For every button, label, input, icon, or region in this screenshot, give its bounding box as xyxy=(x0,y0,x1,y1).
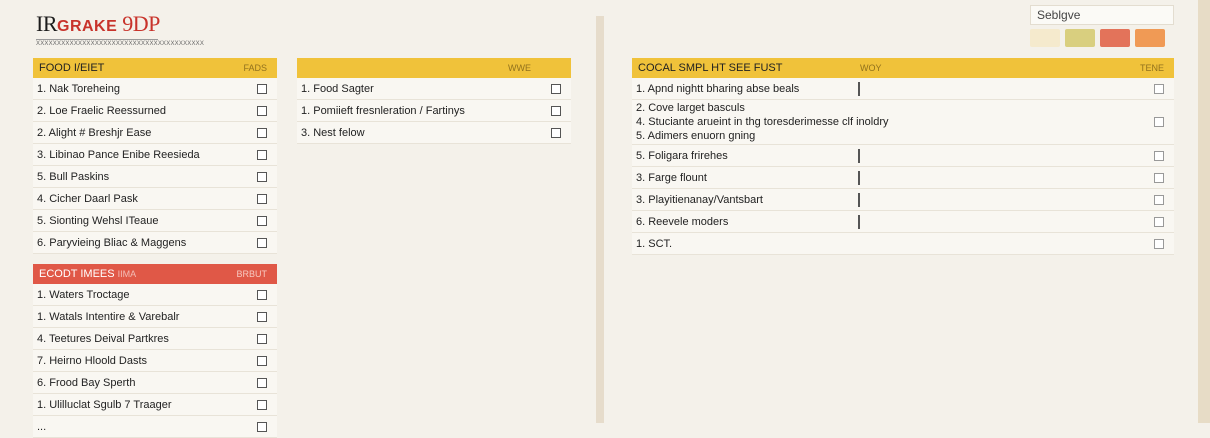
panel-header xyxy=(33,58,277,78)
column-header-1: WOY xyxy=(860,63,882,73)
checkbox-cell xyxy=(858,83,1154,95)
checkbox[interactable] xyxy=(551,106,561,116)
list-item-label: 4. Teetures Deival Partkres xyxy=(37,332,169,345)
list-item xyxy=(297,100,571,122)
color-swatch[interactable] xyxy=(1065,29,1095,47)
checkbox[interactable] xyxy=(551,84,561,94)
list-item xyxy=(632,233,1174,255)
checkbox-col2[interactable] xyxy=(1154,217,1164,227)
list-item-label xyxy=(636,150,858,162)
list-item xyxy=(33,232,277,254)
list-item xyxy=(33,100,277,122)
list-item-label: 7. Heirno Hloold Dasts xyxy=(37,354,148,367)
checkbox-cell xyxy=(858,216,1154,228)
list-item-label xyxy=(636,238,858,250)
panel-middle xyxy=(297,58,571,144)
logo-suffix: 9DP xyxy=(122,11,160,36)
checkbox-cell xyxy=(858,194,1154,206)
list-item-line: 1. SCT. xyxy=(636,237,673,250)
list-item-line: 2. Cove larget basculs xyxy=(636,102,745,114)
list-item xyxy=(33,144,277,166)
column-divider xyxy=(596,16,604,423)
color-swatch[interactable] xyxy=(1030,29,1060,47)
list-item xyxy=(33,210,277,232)
list-item-label: 3. Libinao Pance Enibe Reesieda xyxy=(37,148,200,161)
list-item-label xyxy=(636,194,858,206)
list-item-label: 5. Sionting Wehsl ITeaue xyxy=(37,214,159,227)
list-item xyxy=(632,167,1174,189)
checkbox-col1[interactable] xyxy=(858,149,860,163)
list-item-label: 2. Alight # Breshjr Ease xyxy=(37,126,152,139)
checkbox[interactable] xyxy=(257,150,267,160)
list-item-label: 1. Watals Intentire & Varebalr xyxy=(37,310,180,323)
panel-title: FOOD I/EIET xyxy=(39,62,105,74)
panel-header xyxy=(33,264,277,284)
list-item-label: 1. Waters Troctage xyxy=(37,288,130,301)
column-header: WWE xyxy=(508,63,531,73)
list-item-line: 3. Farge flount xyxy=(636,171,707,184)
logo-wordmark xyxy=(36,12,160,39)
logo-prefix: IR xyxy=(36,11,57,36)
checkbox-col2[interactable] xyxy=(1154,239,1164,249)
list-item xyxy=(33,188,277,210)
color-swatches xyxy=(1030,29,1165,47)
list-item-label: 3. Nest felow xyxy=(301,126,365,139)
list-item-label: 1. Pomiieft fresnleration / Fartinys xyxy=(301,104,465,117)
checkbox-col1[interactable] xyxy=(858,82,860,96)
list-item xyxy=(632,100,1174,145)
checkbox-col1[interactable] xyxy=(858,215,860,229)
list-item xyxy=(33,166,277,188)
checkbox-col2[interactable] xyxy=(1154,117,1164,127)
list-item xyxy=(33,122,277,144)
panel-subtitle: IIMA xyxy=(117,269,137,279)
column-header: FADS xyxy=(243,63,267,73)
list-item-label xyxy=(636,101,889,143)
checkbox-col2[interactable] xyxy=(1154,84,1164,94)
checkbox-col2[interactable] xyxy=(1154,151,1164,161)
list-item xyxy=(33,416,277,438)
list-item xyxy=(33,306,277,328)
column-header-2: TENE xyxy=(1139,63,1164,73)
list-item-line: 3. Playitienanay/Vantsbart xyxy=(636,193,763,206)
checkbox-col2[interactable] xyxy=(1154,195,1164,205)
checkbox[interactable] xyxy=(257,400,267,410)
checkbox[interactable] xyxy=(551,128,561,138)
list-item xyxy=(297,78,571,100)
list-item-label: 4. Cicher Daarl Pask xyxy=(37,192,138,205)
checkbox[interactable] xyxy=(257,106,267,116)
list-item xyxy=(297,122,571,144)
logo-brand: GRAKE xyxy=(57,18,123,35)
list-item xyxy=(632,78,1174,100)
search-field[interactable]: Seblgve xyxy=(1030,5,1174,25)
list-item xyxy=(33,394,277,416)
checkbox-cell xyxy=(858,150,1154,162)
panel-title: COCAL SMPL HT SEE FUST xyxy=(638,62,783,74)
checkbox[interactable] xyxy=(257,84,267,94)
list-item-line: 6. Reevele moders xyxy=(636,215,729,228)
list-item-label: 1. Food Sagter xyxy=(301,82,374,95)
checkbox[interactable] xyxy=(257,216,267,226)
checkbox[interactable] xyxy=(257,356,267,366)
list-item-label: 5. Bull Paskins xyxy=(37,170,110,183)
list-item-label: ... xyxy=(37,420,47,433)
checkbox[interactable] xyxy=(257,194,267,204)
panel-food-diet xyxy=(33,58,277,254)
list-item-label: 6. Paryvieing Bliac & Maggens xyxy=(37,236,187,249)
list-item xyxy=(33,350,277,372)
list-item-label xyxy=(636,172,858,184)
checkbox[interactable] xyxy=(257,422,267,432)
checkbox-cell xyxy=(858,172,1154,184)
list-item xyxy=(33,78,277,100)
list-item xyxy=(632,189,1174,211)
window-frame-right xyxy=(1198,0,1210,423)
checkbox[interactable] xyxy=(257,378,267,388)
checkbox[interactable] xyxy=(257,238,267,248)
list-item-line: 1. Apnd nightt bharing abse beals xyxy=(636,82,800,95)
list-item-label: 2. Loe Fraelic Reessurned xyxy=(37,104,167,117)
panel-title: ECODT IMEES xyxy=(39,268,115,280)
checkbox[interactable] xyxy=(257,312,267,322)
panel-cocal-sample xyxy=(632,58,1174,255)
column-header: BRBUT xyxy=(236,269,267,279)
logo-tagline: XXXXXXXXXXXXXXXXXXXXXXXXXXXXXXXXXXXXXXXX xyxy=(36,41,205,47)
list-item-line: 5. Adimers enuorn gning xyxy=(636,130,756,142)
panel-header xyxy=(297,58,571,78)
checkbox[interactable] xyxy=(257,334,267,344)
checkbox-col1[interactable] xyxy=(858,193,860,207)
list-item-line: 5. Foligara frirehes xyxy=(636,149,728,162)
checkbox-col1[interactable] xyxy=(858,171,860,185)
list-item xyxy=(33,328,277,350)
list-item xyxy=(632,145,1174,167)
panel-ecodt-imees xyxy=(33,264,277,438)
app-logo xyxy=(36,11,205,47)
list-item xyxy=(33,372,277,394)
panel-header xyxy=(632,58,1174,78)
checkbox[interactable] xyxy=(257,172,267,182)
color-swatch[interactable] xyxy=(1135,29,1165,47)
list-item-label: 6. Frood Bay Sperth xyxy=(37,376,136,389)
checkbox[interactable] xyxy=(257,290,267,300)
checkbox-col2[interactable] xyxy=(1154,173,1164,183)
list-item-line: 4. Stuciante arueint in thg toresderimesse clf inoldry xyxy=(636,116,889,128)
list-item xyxy=(632,211,1174,233)
color-swatch[interactable] xyxy=(1100,29,1130,47)
checkbox[interactable] xyxy=(257,128,267,138)
list-item-label xyxy=(636,83,858,95)
list-item-label xyxy=(636,216,858,228)
list-item xyxy=(33,284,277,306)
list-item-label: 1. Nak Toreheing xyxy=(37,82,120,95)
list-item-label: 1. Ulilluclat Sgulb 7 Traager xyxy=(37,398,172,411)
